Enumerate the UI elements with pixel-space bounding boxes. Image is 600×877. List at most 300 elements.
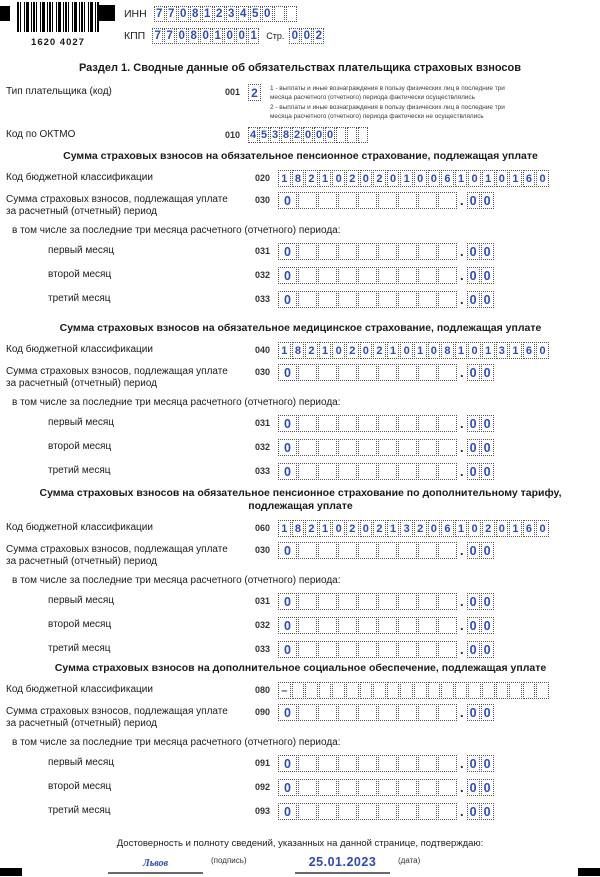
cell[interactable]: 0 — [536, 520, 549, 537]
signature-field[interactable] — [108, 853, 203, 874]
cell[interactable] — [418, 364, 437, 381]
cell[interactable] — [358, 542, 377, 559]
cell[interactable] — [438, 593, 457, 610]
cell[interactable]: 2 — [248, 84, 261, 101]
amount-kop-cells[interactable] — [467, 291, 494, 308]
cell[interactable] — [338, 439, 357, 456]
cell[interactable]: 8 — [292, 170, 305, 187]
cell[interactable] — [286, 6, 297, 22]
cell[interactable] — [398, 779, 417, 796]
cell[interactable] — [298, 755, 317, 772]
cell[interactable]: 0 — [467, 779, 480, 796]
cell[interactable]: 1 — [414, 342, 427, 359]
cell[interactable] — [438, 415, 457, 432]
cell[interactable]: 7 — [152, 28, 163, 44]
cell[interactable] — [318, 364, 337, 381]
cell[interactable] — [378, 542, 397, 559]
cell[interactable]: 0 — [315, 129, 323, 141]
cell[interactable] — [418, 267, 437, 284]
cell[interactable] — [338, 641, 357, 658]
cell[interactable] — [523, 682, 536, 699]
cell[interactable]: 0 — [467, 542, 480, 559]
cell[interactable]: 0 — [481, 415, 494, 432]
cell[interactable]: 6 — [441, 170, 454, 187]
cell[interactable] — [418, 593, 437, 610]
cell[interactable]: 0 — [278, 704, 297, 721]
cell[interactable] — [298, 243, 317, 260]
cell[interactable]: 0 — [301, 28, 312, 44]
cell[interactable] — [360, 682, 373, 699]
cell[interactable] — [358, 704, 377, 721]
cell[interactable] — [358, 127, 368, 143]
cell[interactable]: 0 — [278, 779, 297, 796]
cell[interactable]: 8 — [441, 342, 454, 359]
cell[interactable] — [298, 542, 317, 559]
cell[interactable]: 0 — [467, 364, 480, 381]
cell[interactable]: 1 — [319, 170, 332, 187]
cell[interactable]: 0 — [467, 415, 480, 432]
cell[interactable] — [441, 682, 454, 699]
cell[interactable] — [378, 641, 397, 658]
cell[interactable] — [318, 779, 337, 796]
cell[interactable]: 1 — [202, 6, 213, 22]
cell[interactable]: 0 — [481, 641, 494, 658]
amount-kop-cells[interactable] — [467, 542, 494, 559]
amount-kop-cells[interactable] — [467, 439, 494, 456]
amount-rub-cells[interactable] — [278, 755, 457, 772]
inn-cells[interactable] — [154, 6, 297, 22]
cell[interactable] — [398, 542, 417, 559]
cell[interactable]: 0 — [467, 803, 480, 820]
amount-rub-cells[interactable] — [278, 192, 457, 209]
cell[interactable] — [438, 291, 457, 308]
cell[interactable] — [438, 803, 457, 820]
cell[interactable] — [318, 641, 337, 658]
cell[interactable]: 0 — [467, 439, 480, 456]
cell[interactable]: 3 — [271, 129, 279, 141]
cell[interactable]: 0 — [481, 243, 494, 260]
cell[interactable]: 0 — [387, 170, 400, 187]
cell[interactable]: 1 — [455, 520, 468, 537]
cell[interactable] — [358, 755, 377, 772]
cell[interactable]: 0 — [360, 520, 373, 537]
cell[interactable] — [418, 439, 437, 456]
cell[interactable]: 1 — [319, 342, 332, 359]
cell[interactable]: 0 — [236, 28, 247, 44]
kbk-cells[interactable] — [278, 170, 549, 187]
cell[interactable] — [318, 243, 337, 260]
cell[interactable] — [378, 192, 397, 209]
cell[interactable]: 0 — [400, 342, 413, 359]
cell[interactable] — [318, 439, 337, 456]
cell[interactable] — [305, 682, 318, 699]
cell[interactable] — [298, 291, 317, 308]
cell[interactable]: 0 — [332, 520, 345, 537]
cell[interactable]: 8 — [292, 342, 305, 359]
cell[interactable] — [338, 415, 357, 432]
cell[interactable] — [418, 641, 437, 658]
amount-kop-cells[interactable] — [467, 593, 494, 610]
cell[interactable]: 1 — [278, 342, 291, 359]
cell[interactable]: 2 — [346, 342, 359, 359]
cell[interactable]: 1 — [387, 520, 400, 537]
cell[interactable]: 0 — [332, 170, 345, 187]
cell[interactable] — [400, 682, 413, 699]
cell[interactable]: 0 — [428, 520, 441, 537]
cell[interactable]: 1 — [387, 342, 400, 359]
cell[interactable] — [418, 803, 437, 820]
cell[interactable]: 0 — [481, 291, 494, 308]
cell[interactable] — [298, 704, 317, 721]
cell[interactable]: 4 — [238, 6, 249, 22]
cell[interactable]: 7 — [166, 6, 177, 22]
cell[interactable]: 0 — [224, 28, 235, 44]
cell[interactable] — [378, 243, 397, 260]
cell[interactable] — [418, 542, 437, 559]
cell[interactable]: 0 — [481, 364, 494, 381]
payer-type-cell[interactable] — [248, 84, 261, 101]
cell[interactable] — [428, 682, 441, 699]
kpp-cells[interactable] — [152, 28, 259, 44]
cell[interactable]: 0 — [481, 593, 494, 610]
cell[interactable] — [418, 755, 437, 772]
cell[interactable] — [418, 463, 437, 480]
cell[interactable]: 0 — [304, 129, 312, 141]
cell[interactable]: 0 — [467, 192, 480, 209]
cell[interactable] — [358, 415, 377, 432]
cell[interactable]: 0 — [467, 463, 480, 480]
amount-kop-cells[interactable] — [467, 267, 494, 284]
amount-rub-cells[interactable] — [278, 641, 457, 658]
amount-rub-cells[interactable] — [278, 542, 457, 559]
cell[interactable]: 0 — [360, 342, 373, 359]
cell[interactable]: 7 — [164, 28, 175, 44]
cell[interactable] — [438, 542, 457, 559]
cell[interactable] — [358, 803, 377, 820]
cell[interactable] — [332, 682, 345, 699]
cell[interactable]: 1 — [400, 170, 413, 187]
cell[interactable] — [398, 192, 417, 209]
cell[interactable] — [482, 682, 495, 699]
cell[interactable]: 0 — [289, 28, 300, 44]
cell[interactable] — [378, 704, 397, 721]
cell[interactable] — [346, 682, 359, 699]
cell[interactable] — [438, 243, 457, 260]
cell[interactable]: 0 — [262, 6, 273, 22]
cell[interactable] — [418, 617, 437, 634]
cell[interactable] — [358, 463, 377, 480]
amount-kop-cells[interactable] — [467, 617, 494, 634]
cell[interactable]: 0 — [481, 267, 494, 284]
cell[interactable] — [298, 463, 317, 480]
kbk-cells[interactable] — [278, 342, 549, 359]
cell[interactable]: 0 — [428, 342, 441, 359]
cell[interactable]: 0 — [467, 641, 480, 658]
cell[interactable]: 2 — [414, 520, 427, 537]
cell[interactable] — [398, 463, 417, 480]
cell[interactable] — [378, 291, 397, 308]
cell[interactable] — [358, 192, 377, 209]
cell[interactable] — [318, 267, 337, 284]
cell[interactable] — [338, 542, 357, 559]
cell[interactable]: 0 — [414, 170, 427, 187]
cell[interactable]: 0 — [481, 755, 494, 772]
amount-kop-cells[interactable] — [467, 704, 494, 721]
cell[interactable]: 0 — [278, 415, 297, 432]
cell[interactable] — [292, 682, 305, 699]
cell[interactable]: 0 — [467, 267, 480, 284]
signature-value[interactable]: Львов — [142, 858, 169, 869]
cell[interactable]: 0 — [481, 803, 494, 820]
cell[interactable]: 2 — [305, 170, 318, 187]
cell[interactable] — [438, 704, 457, 721]
cell[interactable] — [358, 291, 377, 308]
amount-kop-cells[interactable] — [467, 243, 494, 260]
cell[interactable] — [319, 682, 332, 699]
cell[interactable] — [387, 682, 400, 699]
cell[interactable]: 5 — [250, 6, 261, 22]
cell[interactable]: 3 — [400, 520, 413, 537]
cell[interactable]: 0 — [278, 463, 297, 480]
cell[interactable] — [398, 267, 417, 284]
cell[interactable]: 2 — [482, 520, 495, 537]
cell[interactable] — [274, 6, 285, 22]
cell[interactable]: 0 — [536, 170, 549, 187]
cell[interactable]: 0 — [481, 439, 494, 456]
amount-rub-cells[interactable] — [278, 243, 457, 260]
cell[interactable]: 0 — [536, 342, 549, 359]
cell[interactable] — [398, 755, 417, 772]
cell[interactable] — [318, 415, 337, 432]
cell[interactable]: 0 — [468, 520, 481, 537]
cell[interactable]: 0 — [496, 170, 509, 187]
cell[interactable]: 0 — [468, 170, 481, 187]
amount-rub-cells[interactable] — [278, 364, 457, 381]
cell[interactable]: 6 — [523, 342, 536, 359]
cell[interactable] — [438, 439, 457, 456]
cell[interactable] — [378, 779, 397, 796]
cell[interactable] — [418, 243, 437, 260]
cell[interactable] — [438, 192, 457, 209]
cell[interactable] — [298, 192, 317, 209]
cell[interactable]: 2 — [373, 520, 386, 537]
amount-kop-cells[interactable] — [467, 641, 494, 658]
cell[interactable] — [318, 542, 337, 559]
cell[interactable] — [358, 593, 377, 610]
cell[interactable] — [438, 617, 457, 634]
cell[interactable]: 0 — [176, 28, 187, 44]
amount-rub-cells[interactable] — [278, 593, 457, 610]
cell[interactable] — [509, 682, 522, 699]
amount-rub-cells[interactable] — [278, 779, 457, 796]
cell[interactable] — [378, 439, 397, 456]
cell[interactable]: 1 — [482, 342, 495, 359]
cell[interactable] — [418, 192, 437, 209]
cell[interactable] — [496, 682, 509, 699]
cell[interactable]: 8 — [188, 28, 199, 44]
cell[interactable] — [338, 463, 357, 480]
amount-rub-cells[interactable] — [278, 415, 457, 432]
cell[interactable] — [338, 593, 357, 610]
cell[interactable] — [338, 192, 357, 209]
amount-kop-cells[interactable] — [467, 803, 494, 820]
amount-kop-cells[interactable] — [467, 192, 494, 209]
cell[interactable] — [398, 415, 417, 432]
cell[interactable]: 0 — [428, 170, 441, 187]
cell[interactable]: 6 — [523, 170, 536, 187]
cell[interactable] — [338, 267, 357, 284]
cell[interactable]: 1 — [248, 28, 259, 44]
amount-kop-cells[interactable] — [467, 463, 494, 480]
cell[interactable] — [318, 192, 337, 209]
cell[interactable] — [318, 593, 337, 610]
cell[interactable] — [338, 243, 357, 260]
cell[interactable] — [455, 682, 468, 699]
cell[interactable] — [298, 803, 317, 820]
cell[interactable]: 0 — [481, 542, 494, 559]
amount-rub-cells[interactable] — [278, 267, 457, 284]
cell[interactable]: 3 — [496, 342, 509, 359]
cell[interactable] — [398, 364, 417, 381]
cell[interactable]: 0 — [467, 704, 480, 721]
cell[interactable] — [358, 779, 377, 796]
cell[interactable] — [318, 291, 337, 308]
cell[interactable]: 1 — [509, 520, 522, 537]
cell[interactable]: 2 — [305, 520, 318, 537]
cell[interactable] — [298, 439, 317, 456]
cell[interactable] — [358, 243, 377, 260]
cell[interactable] — [378, 617, 397, 634]
cell[interactable] — [298, 364, 317, 381]
cell[interactable] — [418, 291, 437, 308]
cell[interactable] — [358, 439, 377, 456]
cell[interactable] — [398, 641, 417, 658]
cell[interactable] — [338, 364, 357, 381]
cell[interactable]: 0 — [278, 439, 297, 456]
date-field[interactable] — [295, 853, 390, 874]
amount-rub-cells[interactable] — [278, 291, 457, 308]
amount-kop-cells[interactable] — [467, 364, 494, 381]
cell[interactable]: 1 — [278, 170, 291, 187]
cell[interactable] — [414, 682, 427, 699]
cell[interactable]: 3 — [226, 6, 237, 22]
cell[interactable] — [468, 682, 481, 699]
cell[interactable]: 8 — [190, 6, 201, 22]
cell[interactable]: 0 — [278, 803, 297, 820]
cell[interactable]: 0 — [278, 192, 297, 209]
amount-rub-cells[interactable] — [278, 463, 457, 480]
cell[interactable] — [298, 267, 317, 284]
amount-kop-cells[interactable] — [467, 779, 494, 796]
cell[interactable] — [398, 803, 417, 820]
cell[interactable]: 0 — [278, 755, 297, 772]
cell[interactable]: 0 — [200, 28, 211, 44]
cell[interactable]: 0 — [278, 267, 297, 284]
cell[interactable] — [418, 704, 437, 721]
cell[interactable]: 2 — [373, 342, 386, 359]
cell[interactable]: 2 — [346, 170, 359, 187]
cell[interactable]: 0 — [278, 291, 297, 308]
cell[interactable] — [378, 267, 397, 284]
cell[interactable] — [298, 593, 317, 610]
cell[interactable] — [378, 415, 397, 432]
cell[interactable]: 2 — [214, 6, 225, 22]
cell[interactable] — [318, 617, 337, 634]
cell[interactable]: 4 — [249, 129, 257, 141]
oktmo-cells[interactable] — [248, 127, 368, 143]
cell[interactable] — [358, 267, 377, 284]
cell[interactable]: 0 — [360, 170, 373, 187]
cell[interactable] — [438, 755, 457, 772]
cell[interactable] — [336, 127, 346, 143]
cell[interactable]: 5 — [260, 129, 268, 141]
cell[interactable]: 2 — [346, 520, 359, 537]
cell[interactable] — [378, 364, 397, 381]
cell[interactable]: 2 — [373, 170, 386, 187]
cell[interactable] — [418, 415, 437, 432]
cell[interactable] — [438, 641, 457, 658]
cell[interactable]: 8 — [282, 129, 290, 141]
cell[interactable] — [358, 617, 377, 634]
cell[interactable]: 2 — [305, 342, 318, 359]
cell[interactable] — [298, 641, 317, 658]
cell[interactable] — [338, 617, 357, 634]
cell[interactable] — [378, 463, 397, 480]
cell[interactable]: 0 — [481, 463, 494, 480]
cell[interactable] — [373, 682, 386, 699]
cell[interactable] — [378, 755, 397, 772]
cell[interactable]: 0 — [326, 129, 334, 141]
cell[interactable]: 0 — [467, 291, 480, 308]
cell[interactable] — [318, 704, 337, 721]
cell[interactable]: 2 — [293, 129, 301, 141]
cell[interactable]: 0 — [468, 342, 481, 359]
cell[interactable]: 6 — [523, 520, 536, 537]
amount-rub-cells[interactable] — [278, 704, 457, 721]
amount-kop-cells[interactable] — [467, 755, 494, 772]
cell[interactable] — [398, 243, 417, 260]
cell[interactable]: 0 — [467, 617, 480, 634]
cell[interactable] — [398, 439, 417, 456]
cell[interactable] — [398, 291, 417, 308]
cell[interactable]: 0 — [481, 779, 494, 796]
cell[interactable] — [358, 364, 377, 381]
cell[interactable]: 1 — [278, 520, 291, 537]
cell[interactable] — [347, 127, 357, 143]
cell[interactable] — [298, 617, 317, 634]
cell[interactable] — [358, 641, 377, 658]
cell[interactable]: 1 — [212, 28, 223, 44]
cell[interactable]: 0 — [278, 593, 297, 610]
cell[interactable]: 0 — [467, 243, 480, 260]
cell[interactable] — [298, 415, 317, 432]
amount-rub-cells[interactable] — [278, 803, 457, 820]
cell[interactable] — [398, 704, 417, 721]
cell[interactable] — [298, 779, 317, 796]
cell[interactable]: 0 — [178, 6, 189, 22]
kbk-cells[interactable] — [278, 520, 549, 537]
cell[interactable]: 1 — [509, 170, 522, 187]
cell[interactable]: 0 — [467, 755, 480, 772]
cell[interactable]: 1 — [482, 170, 495, 187]
cell[interactable]: 0 — [467, 593, 480, 610]
cell[interactable] — [338, 291, 357, 308]
cell[interactable] — [398, 617, 417, 634]
cell[interactable]: 0 — [481, 704, 494, 721]
amount-rub-cells[interactable] — [278, 617, 457, 634]
cell[interactable]: 7 — [154, 6, 165, 22]
cell[interactable]: 0 — [496, 520, 509, 537]
